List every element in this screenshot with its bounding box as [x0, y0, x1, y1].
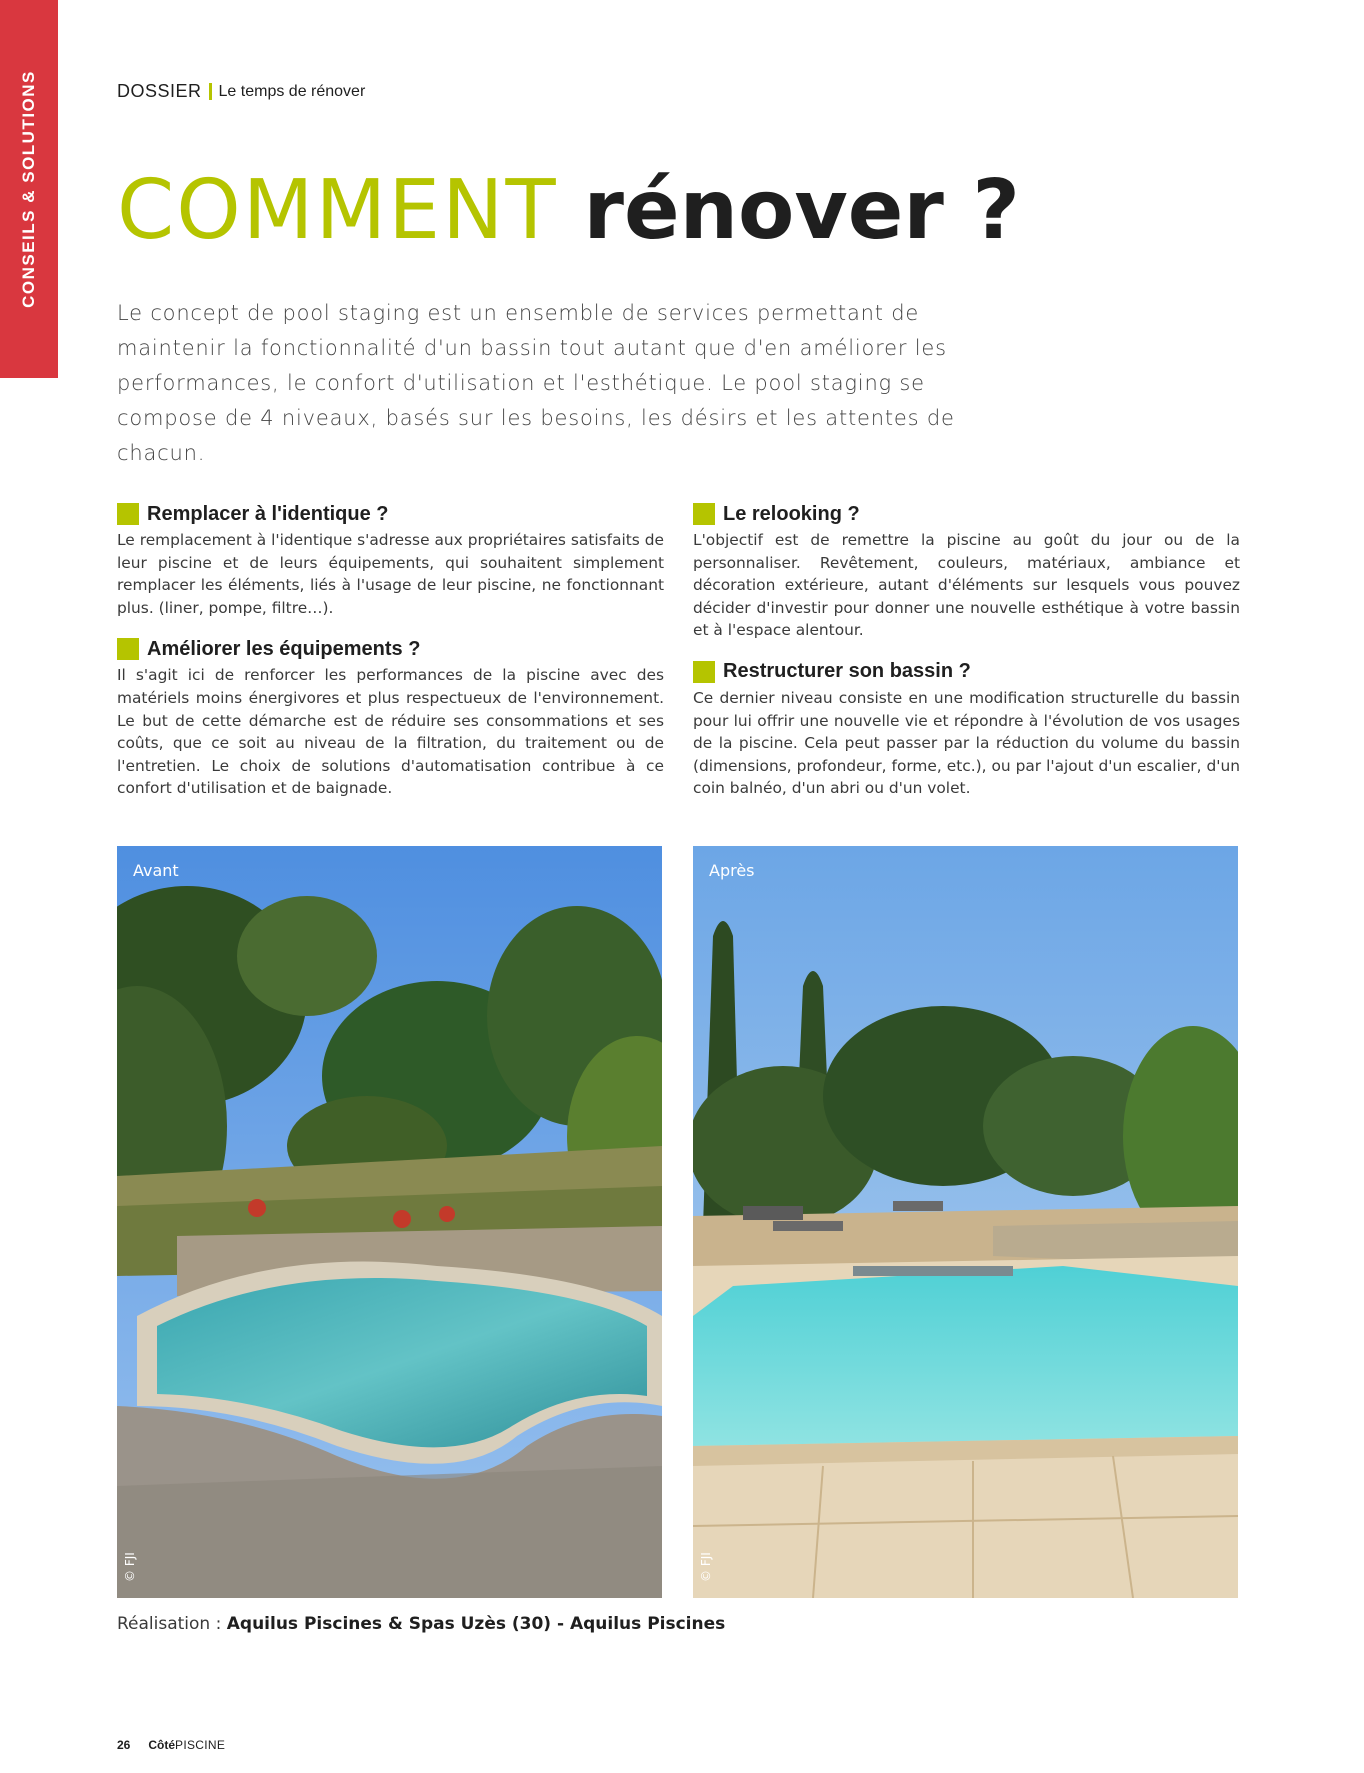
side-tab [0, 0, 58, 378]
section-title: Restructurer son bassin ? [723, 660, 971, 683]
bullet-square-icon [117, 503, 139, 525]
bullet-square-icon [693, 503, 715, 525]
section-block [693, 660, 1240, 800]
section-body: L'objectif est de remettre la piscine au goût du jour ou de la personnaliser. Revêtement, couleurs, matériaux, ambiance et décoration extérieure, autant d'éléments sur lesquels vous pouvez décider d'investir pour donner une nouvelle esthétique à votre bassin et à l'espace alentour. [693, 531, 1240, 640]
lead-paragraph: Le concept de pool staging est un ensemble de services permettant de maintenir la fonctionnalité d'un bassin tout autant que d'en améliorer les performances, le confort d'utilisation et l'esthétique. Le pool staging se compose de 4 niveaux, basés sur les besoins, les désirs et les attentes de chacun. [117, 301, 955, 465]
photo-after-credit: © FJI [699, 1552, 713, 1582]
section-block [117, 502, 664, 619]
header-separator [209, 83, 212, 100]
photo-after-image [693, 846, 1238, 1598]
photo-before-credit: © FJI [123, 1552, 137, 1582]
page-footer [117, 1738, 225, 1752]
caption-text: Aquilus Piscines & Spas Uzès (30) - Aquilus Piscines [226, 1614, 726, 1634]
section-heading [693, 502, 1240, 526]
section-title: Le relooking ? [723, 502, 860, 525]
photo-after [693, 846, 1238, 1598]
header-section: DOSSIER [117, 81, 202, 101]
caption-prefix: Réalisation : [117, 1614, 227, 1634]
section-body: Il s'agit ici de renforcer les performances de la piscine avec des matériels moins énergivores et plus respectueux de l'environnement. Le but de cette démarche est de réduire ses consommations et ses coûts, que ce soit au niveau de la filtration, du traitement ou de l'entretien. Le choix de solutions d'automatisation contribue à ce confort d'utilisation et de baignade. [117, 666, 664, 798]
photo-before [117, 846, 662, 1598]
photo-before-image [117, 846, 662, 1598]
photo-caption [117, 1614, 725, 1634]
section-body: Le remplacement à l'identique s'adresse aux propriétaires satisfaits de leur piscine et de leurs équipements, qui souhaitent simplement remplacer les éléments, liés à l'usage de leur piscine, ne fonctionnant plus. (liner, pompe, filtre…). [117, 531, 664, 617]
magazine-brand-part-2: PISCINE [175, 1738, 226, 1752]
section-heading [693, 660, 1240, 684]
section-block [117, 637, 664, 800]
header-subsection: Le temps de rénover [218, 82, 366, 100]
title-part-1: COMMENT [117, 163, 558, 258]
magazine-brand-part-1: Côté [148, 1738, 176, 1752]
section-heading [117, 637, 664, 661]
section-title: Améliorer les équipements ? [147, 637, 421, 660]
running-header [117, 81, 365, 102]
page-number: 26 [117, 1738, 131, 1752]
section-block [693, 502, 1240, 642]
side-tab-label: CONSEILS & SOLUTIONS [19, 70, 38, 308]
left-column [117, 502, 664, 818]
photo-after-label: Après [709, 861, 755, 880]
bullet-square-icon [693, 661, 715, 683]
photo-before-label: Avant [133, 861, 179, 880]
page-title [117, 163, 1020, 258]
section-heading [117, 502, 664, 526]
section-body: Ce dernier niveau consiste en une modification structurelle du bassin pour lui offrir une nouvelle vie et répondre à l'évolution de vos usages de la piscine. Cela peut passer par la réduction du volume du bassin (dimensions, profondeur, forme, etc.), ou par l'ajout d'un escalier, d'un coin balnéo, d'un abri ou d'un volet. [693, 688, 1240, 798]
bullet-square-icon [117, 638, 139, 660]
title-part-2: rénover ? [583, 163, 1020, 258]
section-title: Remplacer à l'identique ? [147, 502, 389, 525]
right-column [693, 502, 1240, 818]
